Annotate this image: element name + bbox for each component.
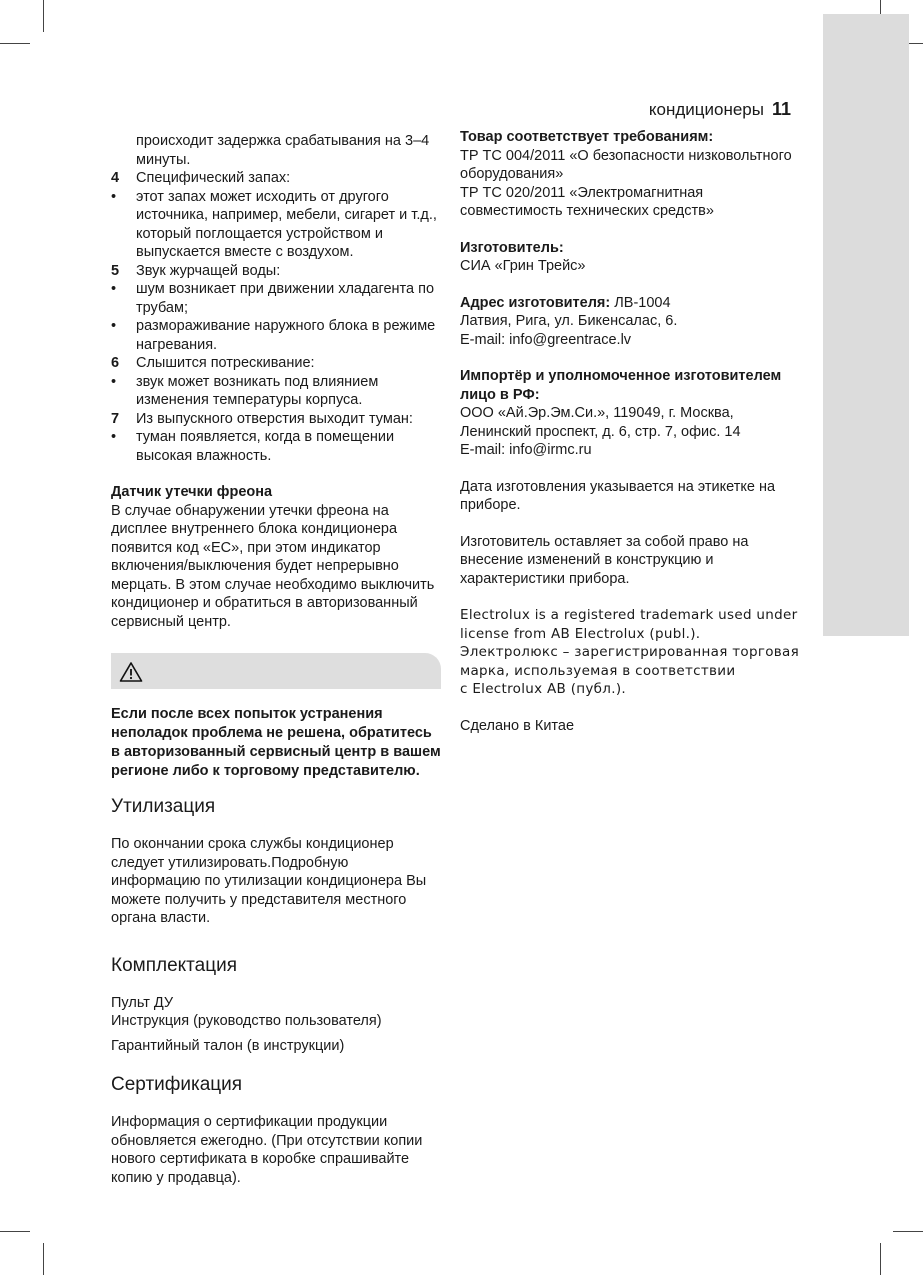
crop-mark (43, 0, 44, 32)
utilization-text: По окончании срока службы кондиционер следует утилизировать.Подробную информацию по утилизации кондиционера Вы можете получить у представителя местного органа власти. (111, 836, 427, 926)
freon-text: В случае обнаружении утечки фреона на дисплее внутреннего блока кондиционера появится код «ЕС», при этом индикатор включения/выключения будет непрерывно мерцать. В этом случае необходимо выключить кондиционер и обратиться в авторизованный сервисный центр. (111, 502, 435, 630)
manufacturer-email: E-mail: info@greentrace.lv (460, 331, 632, 348)
list-item: 7 Из выпускного отверстия выходит туман: (111, 410, 413, 427)
side-tab (823, 14, 909, 636)
list-item: 5 Звук журчащей воды: (111, 262, 281, 279)
section-title: кондиционеры (648, 100, 764, 119)
importer-address: ООО «Ай.Эр.Эм.Си.», 119049, г. Москва, Ленинский проспект, д. 6, стр. 7, офис. 14 (460, 405, 741, 440)
bullet-icon: • (111, 318, 117, 334)
compliance-item: ТР ТС 020/2011 «Электромагнитная совместимость технических средств» (460, 184, 714, 219)
kit-item: Пульт ДУ (111, 994, 174, 1011)
list-item: 6 Слышится потрескивание: (111, 355, 315, 371)
left-column (111, 132, 441, 1187)
kit-heading: Комплектация (111, 954, 238, 976)
bullet-item: • туман появляется, когда в помещении высокая влажность. (111, 429, 395, 464)
manufacturer-address: Адрес изготовителя: ЛВ-1004 (460, 294, 671, 311)
crop-mark (0, 1231, 30, 1232)
manufacturer-heading: Изготовитель: (460, 239, 564, 256)
bullet-item: • шум возникает при движении хладагента по трубам; (111, 281, 435, 316)
certification-heading: Сертификация (111, 1074, 243, 1095)
kit-item: Гарантийный талон (в инструкции) (111, 1037, 345, 1054)
warning-text: Если после всех попыток устранения неполадок проблема не решена, обратитесь в авторизованный сервисный центр в вашем регионе либо к торговому представителю. (111, 706, 441, 779)
manufacturer-name: СИА «Грин Трейс» (460, 258, 586, 274)
page-header (649, 99, 791, 120)
importer-email: E-mail: info@irmc.ru (460, 442, 592, 458)
bullet-icon: • (111, 373, 117, 390)
crop-mark (0, 43, 30, 44)
bullet-item: • размораживание наружного блока в режиме нагревания. (111, 318, 436, 353)
trademark-note: Electrolux is a registered trademark used under license from AB Electrolux (publ.). (460, 607, 798, 642)
page-number: 11 (771, 99, 791, 119)
compliance-heading: Товар соответствует требованиям: (460, 129, 714, 145)
bullet-icon: • (111, 429, 117, 445)
manufacturer-address-line: Латвия, Рига, ул. Бикенсалас, 6. (460, 313, 678, 329)
bullet-icon: • (111, 281, 117, 297)
rights-note: Изготовитель оставляет за собой право на внесение изменений в конструкцию и характеристики прибора. (460, 533, 749, 587)
bullet-item: • этот запах может исходить от другого источника, например, мебели, сигарет и т.д., который поглощается устройством и выпускается вместе с воздухом. (111, 188, 437, 260)
kit-item: Инструкция (руководство пользователя) (111, 1013, 382, 1029)
manufacture-date-note: Дата изготовления указывается на этикетке на приборе. (460, 478, 776, 513)
utilization-heading: Утилизация (111, 796, 216, 817)
trademark-note: с Electrolux AB (публ.). (460, 681, 626, 697)
trademark-note: марка, используемая в соответствии (460, 662, 736, 679)
compliance-item: ТР ТС 004/2011 «О безопасности низковольтного оборудования» (460, 147, 792, 182)
country-of-origin: Сделано в Китае (460, 717, 575, 734)
certification-text: Информация о сертификации продукции обновляется ежегодно. (При отсутствии копии нового сертификата в коробке спрашивайте копию у продавца). (111, 1114, 423, 1186)
crop-mark (880, 1243, 881, 1275)
bullet-item: • звук может возникать под влиянием изменения температуры корпуса. (111, 373, 379, 408)
list-item: 4 Специфический запах: (111, 170, 291, 186)
warning-icon (119, 661, 143, 683)
freon-heading: Датчик утечки фреона (111, 484, 273, 500)
right-column (460, 128, 805, 735)
crop-mark (43, 1243, 44, 1275)
bullet-icon: • (111, 188, 117, 205)
importer-heading: Импортёр и уполномоченное изготовителем лицо в РФ: (460, 368, 782, 403)
crop-mark (893, 1231, 923, 1232)
trademark-note: Электролюкс – зарегистрированная торговая (460, 644, 800, 660)
continued-text: происходит задержка срабатывания на 3–4 минуты. (136, 133, 430, 168)
warning-bar (111, 653, 441, 689)
